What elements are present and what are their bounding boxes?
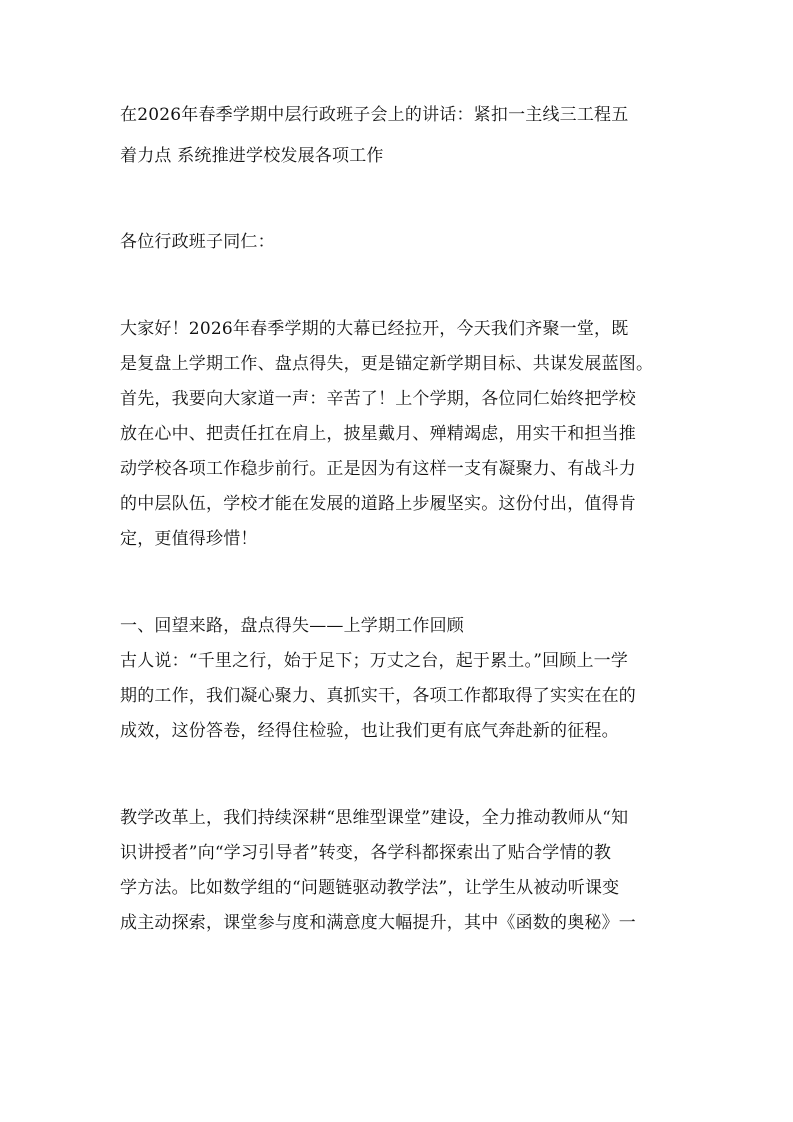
section-heading: 一、回望来路，盘点得失——上学期工作回顾 <box>120 616 464 636</box>
intro-paragraph-line: 的中层队伍，学校才能在发展的道路上步履坚实。这份付出，值得肯 <box>120 494 636 514</box>
intro-paragraph-line: 首先，我要向大家道一声：辛苦了！上个学期，各位同仁始终把学校 <box>120 389 636 409</box>
teaching-paragraph-line: 成主动探索，课堂参与度和满意度大幅提升，其中《函数的奥秘》一 <box>120 913 636 933</box>
section-paragraph-line: 古人说：“千里之行，始于足下；万丈之台，起于累土。”回顾上一学 <box>120 651 629 671</box>
intro-paragraph-line: 定，更值得珍惜！ <box>120 529 258 549</box>
section-paragraph-line: 期的工作，我们凝心聚力、真抓实干，各项工作都取得了实实在在的 <box>120 686 636 706</box>
teaching-paragraph-line: 教学改革上，我们持续深耕“思维型课堂”建设，全力推动教师从“知 <box>120 808 629 828</box>
document-title-line-1: 在2026年春季学期中层行政班子会上的讲话：紧扣一主线三工程五 <box>120 105 629 125</box>
teaching-paragraph-line: 识讲授者”向“学习引导者”转变，各学科都探索出了贴合学情的教 <box>120 843 612 863</box>
document-title-line-2: 着力点 系统推进学校发展各项工作 <box>120 146 384 166</box>
intro-paragraph-line: 大家好！2026年春季学期的大幕已经拉开，今天我们齐聚一堂，既 <box>120 319 629 339</box>
intro-paragraph-line: 动学校各项工作稳步前行。正是因为有这样一支有凝聚力、有战斗力 <box>120 459 636 479</box>
teaching-paragraph-line: 学方法。比如数学组的“问题链驱动教学法”，让学生从被动听课变 <box>120 878 620 898</box>
intro-paragraph-line: 是复盘上学期工作、盘点得失，更是锚定新学期目标、共谋发展蓝图。 <box>120 354 654 374</box>
section-paragraph-line: 成效，这份答卷，经得住检验，也让我们更有底气奔赴新的征程。 <box>120 721 619 741</box>
intro-paragraph-line: 放在心中、把责任扛在肩上，披星戴月、殚精竭虑，用实干和担当推 <box>120 424 636 444</box>
salutation: 各位行政班子同仁： <box>120 232 275 252</box>
